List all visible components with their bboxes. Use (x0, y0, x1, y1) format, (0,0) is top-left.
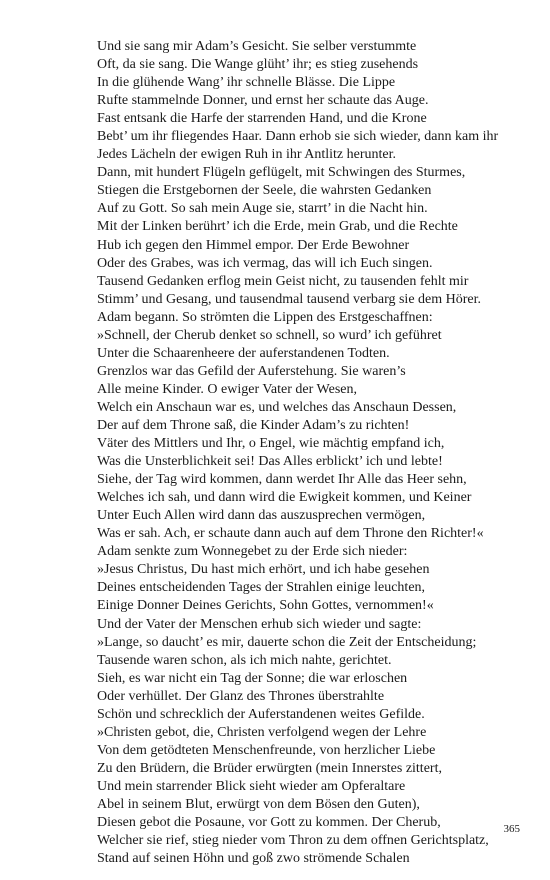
verse-line: Oder des Grabes, was ich vermag, das will ich Euch singen. (97, 255, 433, 271)
verse-text-block (97, 38, 527, 868)
verse-line: Unter die Schaarenheere der auferstandenen Todten. (97, 345, 390, 361)
verse-line: Bebt’ um ihr fliegendes Haar. Dann erhob sie sich wieder, dann kam ihr (97, 129, 499, 145)
verse-line: Von dem getödteten Menschenfreunde, von herzlicher Liebe (97, 742, 436, 758)
verse-line: Welch ein Anschaun war es, und welches das Anschaun Dessen, (97, 399, 457, 415)
verse-line: Abel in seinem Blut, erwürgt von dem Bösen den Guten), (97, 796, 420, 812)
verse-line: Welcher sie rief, stieg nieder vom Thron zu dem offnen Gerichtsplatz, (97, 833, 489, 849)
verse-line: Alle meine Kinder. O ewiger Vater der Wesen, (97, 381, 357, 397)
verse-line: »Jesus Christus, Du hast mich erhört, und ich habe gesehen (97, 562, 430, 578)
verse-line: Stimm’ und Gesang, und tausendmal tausend verbarg sie dem Hörer. (97, 291, 482, 307)
verse-line: In die glühende Wang’ ihr schnelle Blässe. Die Lippe (97, 75, 396, 91)
verse-line: Grenzlos war das Gefild der Auferstehung. Sie waren’s (97, 363, 406, 379)
verse-line: Welches ich sah, und dann wird die Ewigkeit kommen, und Keiner (97, 490, 472, 506)
verse-line: Zu den Brüdern, die Brüder erwürgten (mein Innerstes zittert, (97, 760, 442, 776)
verse-line: »Lange, so daucht’ es mir, dauerte schon die Zeit der Entscheidung; (97, 634, 477, 650)
verse-line: Oft, da sie sang. Die Wange glüht’ ihr; es stieg zusehends (97, 57, 419, 73)
verse-line: Mit der Linken berührt’ ich die Erde, mein Grab, und die Rechte (97, 219, 458, 235)
verse-line: Rufte stammelnde Donner, und ernst her schaute das Auge. (97, 93, 429, 109)
verse-line: Auf zu Gott. So sah mein Auge sie, starrt’ in die Nacht hin. (97, 201, 428, 217)
verse-line: »Christen gebot, die, Christen verfolgend wegen der Lehre (97, 724, 427, 740)
verse-line: Unter Euch Allen wird dann das auszusprechen vermögen, (97, 508, 426, 524)
verse-line: Stiegen die Erstgebornen der Seele, die wahrsten Gedanken (97, 183, 432, 199)
verse-line: Und der Vater der Menschen erhub sich wieder und sagte: (97, 616, 422, 632)
verse-line: Was die Unsterblichkeit sei! Das Alles erblickt’ ich und lebte! (97, 454, 443, 470)
verse-line: Einige Donner Deines Gerichts, Sohn Gottes, vernommen!« (97, 598, 434, 614)
verse-line: Oder verhüllet. Der Glanz des Thrones überstrahlte (97, 688, 385, 704)
verse-line: Fast entsank die Harfe der starrenden Hand, und die Krone (97, 111, 427, 127)
verse-line: Tausende waren schon, als ich mich nahte, gerichtet. (97, 652, 392, 668)
page-number: 365 (503, 823, 520, 835)
verse-line: Diesen gebot die Posaune, vor Gott zu kommen. Der Cherub, (97, 815, 441, 831)
verse-line: Jedes Lächeln der ewigen Ruh in ihr Antlitz herunter. (97, 147, 396, 163)
verse-line: Siehe, der Tag wird kommen, dann werdet Ihr Alle das Heer sehn, (97, 472, 467, 488)
verse-line: Sieh, es war nicht ein Tag der Sonne; die war erloschen (97, 670, 408, 686)
verse-line: Was er sah. Ach, er schaute dann auch auf dem Throne den Richter!« (97, 526, 484, 542)
verse-line: Väter des Mittlers und Ihr, o Engel, wie mächtig empfand ich, (97, 436, 445, 452)
verse-line: Hub ich gegen den Himmel empor. Der Erde Bewohner (97, 237, 410, 253)
verse-line: »Schnell, der Cherub denket so schnell, so wurd’ ich geführet (97, 327, 442, 343)
verse-line: Deines entscheidenden Tages der Strahlen einige leuchten, (97, 580, 426, 596)
verse-line: Adam begann. So strömten die Lippen des Erstgeschaffnen: (97, 309, 433, 325)
verse-line: Stand auf seinen Höhn und goß zwo strömende Schalen (97, 851, 410, 867)
verse-line: Und mein starrender Blick sieht wieder am Opferaltare (97, 778, 406, 794)
verse-line: Der auf dem Throne saß, die Kinder Adam’s zu richten! (97, 417, 410, 433)
verse-line: Adam senkte zum Wonnegebet zu der Erde sich nieder: (97, 544, 408, 560)
verse-line: Schön und schrecklich der Auferstandenen weites Gefilde. (97, 706, 425, 722)
verse-line: Tausend Gedanken erflog mein Geist nicht, zu tausenden fehlt mir (97, 273, 469, 289)
verse-line: Und sie sang mir Adam’s Gesicht. Sie selber verstummte (97, 39, 417, 54)
verse-line: Dann, mit hundert Flügeln geflügelt, mit Schwingen des Sturmes, (97, 165, 466, 181)
